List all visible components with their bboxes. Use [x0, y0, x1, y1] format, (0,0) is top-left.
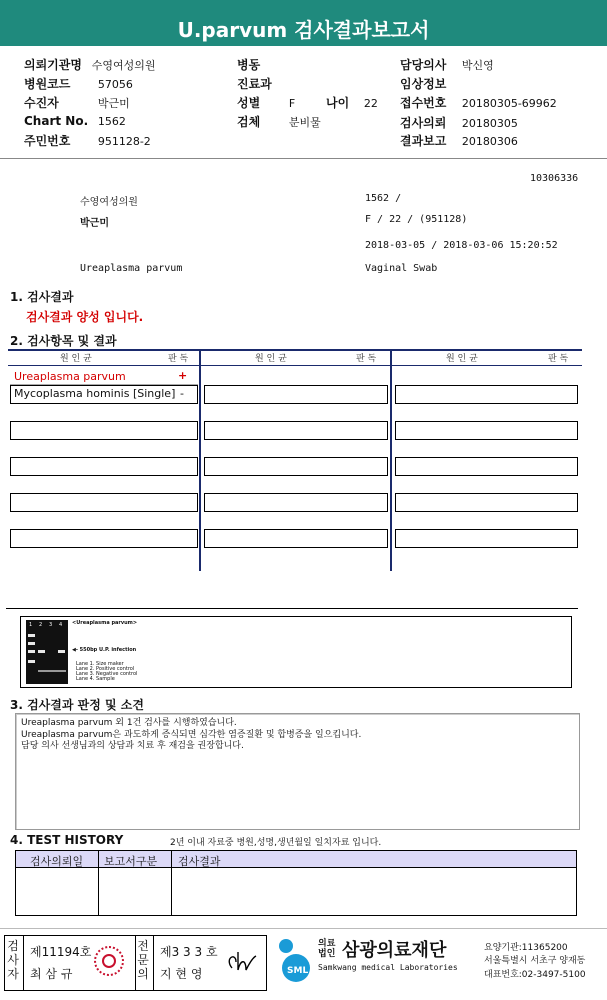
label-char: 문: [137, 953, 149, 967]
col3-organism-head: 원 인 균: [446, 354, 478, 364]
request-label: 검사의뢰: [400, 116, 447, 130]
org-prefix-line: 의료: [318, 939, 336, 949]
reviewer-vertical-label: [136, 939, 150, 981]
column-divider-2: [390, 351, 392, 571]
section1-title: 1. 검사결과: [10, 290, 74, 304]
gel-band: [58, 650, 65, 653]
gel-band: [38, 650, 45, 653]
age-label: 나이: [326, 96, 350, 110]
section4-title: 4. TEST HISTORY: [10, 833, 124, 847]
col1-organism-head: 원 인 균: [60, 354, 92, 364]
history-col-divider: [171, 851, 172, 915]
info-sex-age: F / 22 / (951128): [365, 214, 468, 225]
ward-label: 병동: [237, 58, 261, 72]
gel-electrophoresis-image: [26, 620, 68, 684]
chart-row: [24, 114, 126, 128]
ward-row: [237, 56, 260, 73]
history-header-row: [16, 851, 576, 868]
result-row: [395, 457, 578, 476]
opinion-box: [15, 713, 580, 830]
result-row: [204, 529, 388, 548]
result-row: [10, 493, 198, 512]
sml-logo-icon: [272, 938, 312, 986]
label-char: 전: [137, 939, 149, 953]
result-row: [204, 493, 388, 512]
sex-label: 성별: [237, 96, 261, 110]
gel-legend-item: Lane 4. Sample: [76, 676, 115, 682]
result-row: [204, 457, 388, 476]
result-row: [395, 493, 578, 512]
footer-divider: [0, 928, 607, 929]
history-col-result: 검사결과: [178, 855, 221, 868]
col3-judgement-head: 판 독: [548, 354, 569, 364]
label-char: 검: [7, 939, 19, 953]
label-char: 자: [7, 967, 19, 981]
history-col-report-type: 보고서구분: [104, 855, 158, 868]
gel-legend-item: Lane 1. Size maker: [76, 661, 124, 667]
hospital-code-label: 병원코드: [24, 77, 71, 91]
logo-text: SML: [287, 966, 309, 976]
gel-band: [28, 642, 35, 645]
gel-legend-item: Lane 2. Positive control: [76, 666, 135, 672]
contact-line: 대표번호:02-3497-5100: [484, 970, 586, 980]
column-divider-1: [199, 351, 201, 571]
institution-value: 수영여성의원: [91, 59, 156, 72]
col2-organism-head: 원 인 균: [255, 354, 287, 364]
hospital-code-row: [24, 75, 133, 92]
doctor-value: 박신영: [461, 59, 494, 72]
id-value: 951128-2: [97, 135, 151, 148]
organism-cell: Mycoplasma hominis [Single]: [14, 387, 176, 400]
label-char: 의: [137, 967, 149, 981]
gel-title: <Ureaplasma parvum>: [72, 620, 138, 626]
organism-cell: Ureaplasma parvum: [14, 370, 126, 383]
label-char: 사: [7, 953, 19, 967]
examiner-number: 제11194호: [30, 945, 92, 959]
gel-legend-item: Lane 3. Negative control: [76, 671, 138, 677]
report-title: U.parvum 검사결과보고서: [177, 18, 430, 42]
examiner-vertical-label: [6, 939, 20, 981]
lane-number: 3: [49, 622, 53, 628]
gel-arrow-label: ◀- 550bp U.P. infection: [72, 647, 137, 653]
id-label: 주민번호: [24, 134, 71, 148]
info-specimen: Vaginal Swab: [365, 263, 438, 274]
org-name: 삼광의료재단: [342, 940, 447, 961]
history-col-divider: [98, 851, 99, 915]
table-top-rule: [8, 349, 582, 351]
result-row: [10, 385, 198, 404]
header-divider: [0, 158, 607, 159]
gel-band: [28, 634, 35, 637]
org-english-name: Samkwang medical Laboratories: [318, 963, 458, 972]
gel-band: [28, 660, 35, 663]
hospital-code-value: 57056: [97, 78, 133, 91]
id-row: [24, 132, 151, 149]
report-label: 결과보고: [400, 134, 447, 148]
doctor-row: [400, 56, 494, 73]
org-prefix: [318, 939, 335, 959]
dept-row: [237, 75, 272, 92]
result-row: [395, 421, 578, 440]
examiner-seal: [94, 946, 124, 976]
result-row: [10, 457, 198, 476]
institution-row: [24, 56, 156, 73]
opinion-line: Ureaplasma parvum 외 1건 검사를 시행하였습니다.: [21, 718, 237, 728]
section2-title: 2. 검사항목 및 결과: [10, 334, 117, 348]
report-value: 20180306: [461, 135, 518, 148]
col1-judgement-head: 판 독: [168, 354, 189, 364]
history-table: [15, 850, 577, 916]
sex-value: F: [288, 97, 296, 110]
receipt-label: 접수번호: [400, 96, 447, 110]
table-head-rule: [8, 365, 582, 366]
doctor-label: 담당의사: [400, 58, 447, 72]
info-test-name: Ureaplasma parvum: [80, 263, 183, 274]
institution-label: 의뢰기관명: [24, 58, 82, 72]
receipt-row: [400, 94, 557, 111]
examiner-name: 최 삼 규: [30, 967, 73, 981]
patient-value: 박근미: [97, 97, 130, 110]
receipt-value: 20180305-69962: [461, 97, 557, 110]
seal-core: [102, 954, 116, 968]
age-value: 22: [363, 97, 378, 110]
lane-number: 1: [29, 622, 33, 628]
contact-line: 요양기관:11365200: [484, 943, 568, 953]
report-row: [400, 132, 518, 149]
specimen-row: [237, 113, 321, 130]
col2-judgement-head: 판 독: [356, 354, 377, 364]
history-note: 2년 이내 자료중 병원,성명,생년월일 일치자료 입니다.: [170, 838, 382, 848]
info-chart: 1562 /: [365, 193, 402, 204]
sex-row: [237, 94, 295, 111]
result-row: [10, 529, 198, 548]
org-prefix-line: 법인: [318, 949, 336, 959]
info-patient: 박근미: [80, 218, 109, 229]
contact-line: 서울특별시 서초구 양재동: [484, 956, 586, 966]
patient-label: 수진자: [24, 96, 59, 110]
info-clinic: 수영여성의원: [80, 197, 138, 208]
section3-title: 3. 검사결과 판정 및 소견: [10, 698, 144, 712]
result-row: [395, 385, 578, 404]
age-row: [326, 94, 378, 111]
info-dates: 2018-03-05 / 2018-03-06 15:20:52: [365, 240, 558, 251]
specimen-label: 검체: [237, 115, 261, 129]
gel-band: [38, 670, 66, 672]
clinical-row: [400, 75, 458, 92]
box-divider: [23, 936, 24, 990]
request-row: [400, 114, 518, 131]
lane-number: 4: [59, 622, 63, 628]
chart-label: Chart No.: [24, 114, 89, 128]
reviewer-number: 제3 3 3 호: [160, 945, 218, 959]
result-row: [204, 421, 388, 440]
history-col-request-date: 검사의뢰일: [30, 855, 84, 868]
reviewer-name: 지 현 영: [160, 967, 203, 981]
result-row: [10, 421, 198, 440]
reviewer-signature: [222, 948, 262, 978]
judgement-cell: -: [180, 387, 184, 400]
request-value: 20180305: [461, 117, 518, 130]
box-divider: [153, 936, 154, 990]
lane-number: 2: [39, 622, 43, 628]
result-row: [204, 385, 388, 404]
judgement-cell: +: [178, 369, 188, 382]
section2-bottom-rule: [6, 608, 578, 609]
dept-label: 진료과: [237, 77, 272, 91]
opinion-line: Ureaplasma parvum은 과도하게 증식되면 심각한 염증질환 및 합병증을 일으킵니다.: [21, 729, 362, 740]
chart-value: 1562: [97, 115, 126, 128]
patient-row: [24, 94, 130, 111]
specimen-value: 분비물: [288, 116, 321, 129]
section1-result: 검사결과 양성 입니다.: [26, 310, 144, 324]
clinical-label: 임상정보: [400, 77, 447, 91]
result-row: [395, 529, 578, 548]
code-number: 10306336: [530, 173, 579, 184]
gel-band: [28, 650, 35, 653]
opinion-line: 담당 의사 선생님과의 상담과 치료 후 재검을 권장합니다.: [21, 741, 244, 751]
